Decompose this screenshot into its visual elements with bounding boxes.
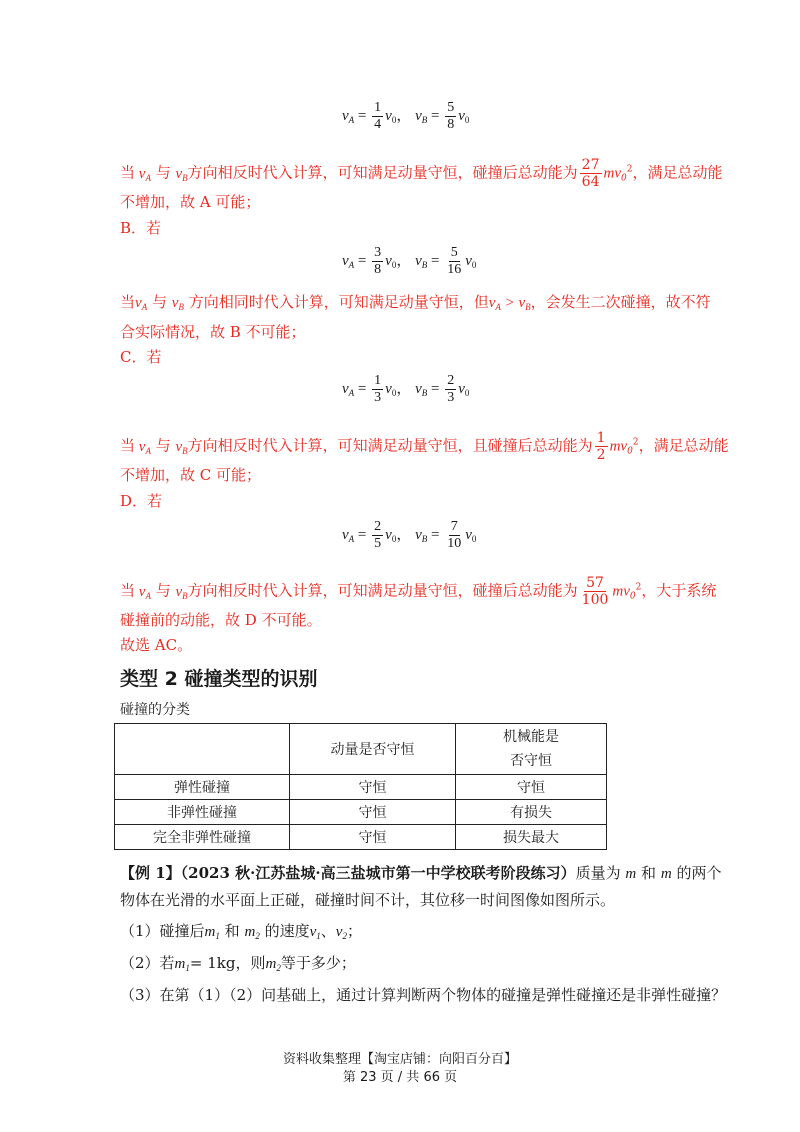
table-row: [115, 800, 607, 825]
equation-option-b: $v_A$ = $\frac{3}{8}$ $v_0$， $v_B$ = $\frac{5}{16}$ $v_0$: [342, 245, 477, 277]
table-cell: 损失最大: [456, 825, 607, 850]
table-cell: 守恒: [456, 775, 607, 800]
explanation-d-line1: 当 $v_A$ 与 $v_B$方向相反时代入计算，可知满足动量守恒，碰撞后总动能为 $\frac{57}{100}$ $mv_0^2$，大于系统: [120, 575, 717, 608]
question-3: （3）在第（1）（2）问基础上，通过计算判断两个物体的碰撞是弹性碰撞还是非弹性碰撞？: [120, 986, 727, 1004]
explanation-d-line2: 碰撞前的动能，故 D 不可能。: [120, 611, 322, 629]
option-c-label: C．若: [120, 348, 162, 366]
collision-classification-table: [114, 723, 607, 850]
equation-option-c: $v_A$ = $\frac{1}{3}$ $v_0$， $v_B$ = $\frac{2}{3}$ $v_0$: [342, 373, 470, 405]
section-heading: 类型 2 碰撞类型的识别: [120, 668, 318, 690]
table-cell: 完全非弹性碰撞: [115, 825, 290, 850]
example-line2: 物体在光滑的水平面上正碰，碰撞时间不计，其位移一时间图像如图所示。: [120, 891, 616, 909]
footer-page-number: 第 23 页 / 共 66 页: [342, 1070, 458, 1085]
answer-text: 故选 AC。: [120, 636, 193, 654]
explanation-a-line2: 不增加，故 A 可能；: [120, 193, 261, 211]
footer-source: 资料收集整理【淘宝店铺：向阳百分百】: [282, 1052, 517, 1067]
example-line1: 【例 1】（2023 秋·江苏盐城·高三盐城市第一中学校联考阶段练习）质量为 m 和 m 的两个: [120, 864, 722, 882]
table-cell: 弹性碰撞: [115, 775, 290, 800]
table-cell: 守恒: [290, 775, 456, 800]
table-header-empty: [115, 724, 290, 775]
option-b-label: B．若: [120, 219, 162, 237]
explanation-a-line1: 当 $v_A$ 与 $v_B$方向相反时代入计算，可知满足动量守恒，碰撞后总动能为 $\frac{27}{64}$ $mv_0^2$，满足总动能: [120, 157, 723, 190]
table-header-row: [115, 724, 607, 775]
explanation-c-line2: 不增加，故 C 可能；: [120, 466, 262, 484]
table-cell: 守恒: [290, 800, 456, 825]
question-1: （1）碰撞后$m_1$ 和 $m_2$ 的速度$v_1$、$v_2$；: [120, 922, 362, 941]
table-cell: 有损失: [456, 800, 607, 825]
table-row: [115, 775, 607, 800]
table-cell: 守恒: [290, 825, 456, 850]
table-row: [115, 825, 607, 850]
equation-option-a: $v_A$ = $\frac{1}{4}$ $v_0$， $v_B$ = $\frac{5}{8}$ $v_0$: [342, 100, 470, 132]
question-2: （2）若$m_1= 1kg$，则$m_2$等于多少；: [120, 954, 356, 973]
table-cell: 非弹性碰撞: [115, 800, 290, 825]
explanation-b-line2: 合实际情况，故 B 不可能；: [120, 323, 306, 341]
table-header-momentum: 动量是否守恒: [290, 724, 456, 775]
table-header-energy: 机械能是 否守恒: [456, 724, 607, 775]
table-caption: 碰撞的分类: [120, 702, 190, 718]
explanation-b-line1: 当$v_A$ 与 $v_B$ 方向相同时代入计算，可知满足动量守恒，但$v_A > v_B$，会发生二次碰撞，故不符: [120, 293, 711, 312]
option-d-label: D．若: [120, 492, 163, 510]
explanation-c-line1: 当 $v_A$ 与 $v_B$方向相反时代入计算，可知满足动量守恒，且碰撞后总动能为 $\frac{1}{2}$ $mv_0^2$，满足总动能: [120, 430, 729, 463]
equation-option-d: $v_A$ = $\frac{2}{5}$ $v_0$， $v_B$ = $\frac{7}{10}$ $v_0$: [342, 519, 477, 551]
